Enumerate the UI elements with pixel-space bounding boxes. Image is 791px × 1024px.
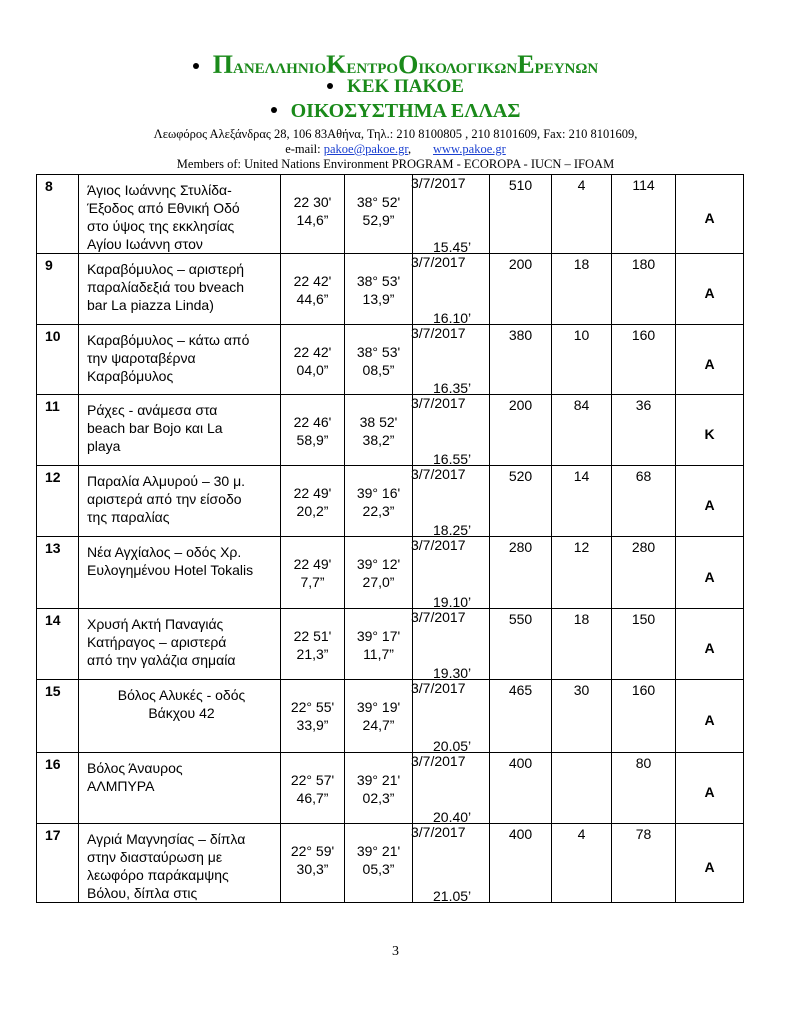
longitude-part: 21,3” [296,646,329,662]
datetime-cell [413,609,490,680]
sample-time: 16.35’ [433,380,472,396]
website-link[interactable]: www.pakoe.gr [433,142,506,156]
longitude-part: 22° 57' [290,772,335,788]
latitude-part: 11,7” [363,646,394,662]
value-cell [490,824,552,903]
value-2: 10 [573,327,590,343]
longitude-part: 58,9” [296,432,329,448]
value-1: 465 [508,682,533,698]
location-line: Ευλογημένου Hotel Tokalis [87,562,254,578]
value-1: 200 [508,256,533,272]
sample-date: 3/7/2017 [411,753,466,769]
location-cell [79,680,281,753]
value-cell [612,395,676,466]
value-cell [552,609,612,680]
value-cell [612,609,676,680]
sample-date: 3/7/2017 [411,395,466,411]
station-number: 15 [45,683,61,699]
value-1: 510 [508,177,533,193]
longitude-cell [281,753,345,824]
location-line: λεωφόρο παράκαμψης [87,867,229,883]
longitude-part: 22 49' [293,485,332,501]
sample-date: 3/7/2017 [411,175,466,191]
latitude-part: 13,9” [362,291,395,307]
datetime-cell [413,254,490,325]
location-line: playa [87,438,121,454]
longitude-part: 22° 55' [290,699,335,715]
location-line: αριστερά από την είσοδο [87,491,242,507]
location-line: Βόλος Αλυκές - οδός [117,687,246,703]
value-cell [552,753,612,824]
location-line: Άγιος Ιωάννης Στυλίδα- [87,182,232,198]
value-cell [490,175,552,254]
location-line: Καραβόμυλος [87,368,174,384]
quality-grade: Α [704,859,715,875]
location-line: Παραλία Αλμυρού – 30 μ. [87,473,246,489]
station-number-cell [37,537,79,609]
value-cell [552,466,612,537]
latitude-part: 22,3” [362,503,395,519]
value-cell [612,537,676,609]
location-line: Βόλου, δίπλα στις [87,885,198,901]
location-line: Καραβόμυλος – αριστερή [87,261,245,277]
location-line: παραλίαδεξιά του bveach [87,279,245,295]
table-row [37,254,744,325]
value-3: 114 [632,177,655,193]
longitude-part: 20,2” [296,503,329,519]
value-3: 36 [635,397,652,413]
value-2: 18 [573,611,590,627]
latitude-cell [345,395,413,466]
latitude-cell [345,824,413,903]
latitude-part: 38 52' [359,414,398,430]
email-link[interactable]: pakoe@pakoe.gr [323,142,408,156]
longitude-part: 14,6” [296,212,329,228]
longitude-cell [281,175,345,254]
longitude-part: 22 30' [293,194,332,210]
value-cell [490,680,552,753]
sample-date: 3/7/2017 [411,537,466,553]
table-row [37,175,744,254]
longitude-part: 22° 59' [290,843,335,859]
location-cell [79,175,281,254]
value-3: 160 [631,682,656,698]
latitude-part: 39° 19' [356,699,401,715]
value-cell [490,325,552,395]
value-cell [490,395,552,466]
latitude-cell [345,680,413,753]
address-line: Λεωφόρος Αλεξάνδρας 28, 106 83Αθήνα, Τηλ.: 210 8100805 , 210 8101609, Fax: 210 8101609, [153,127,638,141]
location-line: bar La piazza Linda) [87,297,214,313]
latitude-part: 52,9” [362,212,395,228]
longitude-part: 30,3” [296,861,329,877]
location-line: Βόλος Άναυρος [87,760,183,776]
station-number-cell [37,466,79,537]
title-word: ΙΚΟΛΟΓΙΚΩΝ [418,61,518,77]
value-cell [552,680,612,753]
station-number: 13 [45,540,61,556]
grade-cell [676,395,744,466]
latitude-part: 39° 17' [356,628,401,644]
location-cell [79,325,281,395]
value-cell [612,175,676,254]
grade-cell [676,537,744,609]
datetime-cell [413,325,490,395]
longitude-cell [281,254,345,325]
longitude-cell [281,325,345,395]
sample-date: 3/7/2017 [411,680,466,696]
station-number: 8 [45,178,53,194]
longitude-part: 22 49' [293,556,332,572]
location-line: Ράχες - ανάμεσα στα [87,402,218,418]
value-cell [552,537,612,609]
value-cell [552,175,612,254]
datetime-cell [413,466,490,537]
value-cell [490,254,552,325]
table-row [37,609,744,680]
station-number-cell [37,609,79,680]
longitude-part: 04,0” [296,362,329,378]
latitude-cell [345,753,413,824]
location-cell [79,609,281,680]
datetime-cell [413,824,490,903]
location-line: Αγριά Μαγνησίας – δίπλα [87,831,246,847]
sample-date: 3/7/2017 [411,824,466,840]
title-initial: Π [212,50,233,79]
latitude-cell [345,254,413,325]
organization-subtitle: ΚΕΚ ΠΑΚΟΕ [0,76,791,98]
grade-cell [676,325,744,395]
value-cell [552,824,612,903]
location-cell [79,537,281,609]
quality-grade: Α [704,568,715,585]
grade-cell [676,753,744,824]
value-cell [490,609,552,680]
value-2: 84 [573,397,590,413]
grade-cell [676,609,744,680]
sample-date: 3/7/2017 [411,609,466,625]
location-line: την ψαροταβέρνα [87,350,196,366]
latitude-part: 38° 53' [356,344,401,360]
location-cell [79,254,281,325]
latitude-part: 39° 12' [356,556,401,572]
value-2: 14 [573,468,590,484]
sample-time: 21.05’ [433,888,472,904]
latitude-cell [345,175,413,254]
sample-time: 20.05’ [433,738,472,754]
station-number: 17 [45,827,61,843]
latitude-part: 38° 52' [356,194,401,210]
grade-cell [676,175,744,254]
sample-time: 19.30’ [433,665,472,681]
datetime-cell [413,175,490,254]
title-word: ΡΕΥΝΩΝ [534,61,599,77]
longitude-cell [281,680,345,753]
sample-time: 20.40’ [433,809,472,825]
station-number-cell [37,325,79,395]
longitude-part: 22 42' [293,344,332,360]
latitude-part: 38° 53' [356,273,401,289]
value-cell [612,753,676,824]
table-row [37,753,744,824]
table-row [37,537,744,609]
value-1: 200 [508,397,533,413]
latitude-cell [345,325,413,395]
bullet-icon [193,63,199,69]
value-3: 280 [631,539,656,555]
value-3: 150 [631,611,656,627]
datetime-cell [413,753,490,824]
location-line: Κατήραγος – αριστερά [87,634,227,650]
value-3: 78 [635,826,652,842]
value-cell [552,325,612,395]
grade-cell [676,824,744,903]
value-1: 550 [508,611,533,627]
sample-date: 3/7/2017 [411,254,466,270]
quality-grade: Α [704,784,715,800]
value-1: 280 [508,539,533,555]
longitude-part: 33,9” [296,717,329,733]
sample-date: 3/7/2017 [411,466,466,482]
datetime-cell [413,680,490,753]
sample-time: 19.10’ [433,594,472,610]
value-2: 30 [573,682,590,698]
sample-time: 16.55’ [433,451,472,467]
longitude-part: 22 42' [293,273,332,289]
value-3: 80 [635,755,652,771]
latitude-part: 05,3” [362,861,395,877]
value-cell [612,254,676,325]
station-number-cell [37,395,79,466]
latitude-cell [345,609,413,680]
location-line: από την γαλάζια σημαία [87,652,236,668]
longitude-part: 46,7” [296,790,329,806]
value-cell [552,254,612,325]
grade-cell [676,254,744,325]
station-number: 11 [45,398,60,414]
station-number-cell [37,175,79,254]
location-cell [79,824,281,903]
location-line: Βάκχου 42 [148,705,215,721]
longitude-part: 22 46' [293,414,332,430]
value-3: 160 [631,327,656,343]
contact-line: e-mail: pakoe@pakoe.gr, www.pakoe.gr [285,142,506,156]
value-2: 4 [577,826,586,842]
latitude-part: 39° 16' [356,485,401,501]
quality-grade: Α [704,712,715,728]
station-number-cell [37,824,79,903]
value-cell [612,824,676,903]
station-number-cell [37,254,79,325]
value-3: 68 [635,468,652,484]
grade-cell [676,466,744,537]
title-initial: Κ [326,50,347,79]
table-row [37,466,744,537]
title-word: ΕΝΤΡΟ [346,61,399,77]
latitude-cell [345,466,413,537]
bullet-icon [271,107,277,113]
longitude-cell [281,466,345,537]
latitude-part: 38,2” [362,432,395,448]
latitude-cell [345,537,413,609]
sample-time: 15.45’ [433,239,472,255]
value-1: 520 [508,468,533,484]
quality-grade: Α [704,285,715,301]
value-cell [552,395,612,466]
latitude-part: 39° 21' [356,843,401,859]
location-line: ΑΛΜΠΥΡΑ [87,778,155,794]
value-cell [612,466,676,537]
value-1: 380 [508,327,533,343]
location-line: στην διασταύρωση με [87,849,223,865]
location-cell [79,395,281,466]
table-row [37,680,744,753]
longitude-cell [281,824,345,903]
station-number: 12 [45,469,61,485]
longitude-cell [281,537,345,609]
latitude-part: 39° 21' [356,772,401,788]
sample-time: 18.25’ [433,522,472,538]
organization-program: ΟΙΚΟΣΥΣΤΗΜΑ ΕΛΛΑΣ [0,100,791,123]
value-1: 400 [508,755,533,771]
quality-grade: Α [704,497,715,513]
location-cell [79,753,281,824]
longitude-part: 7,7” [300,574,325,590]
sample-date: 3/7/2017 [411,325,466,341]
datetime-cell [413,537,490,609]
station-number-cell [37,753,79,824]
longitude-cell [281,609,345,680]
location-line: στο ύψος της εκκλησίας [87,218,235,234]
station-number: 16 [45,756,61,772]
value-2: 12 [573,539,590,555]
quality-grade: Κ [704,426,715,442]
value-1: 400 [508,826,533,842]
station-number-cell [37,680,79,753]
location-cell [79,466,281,537]
location-line: Χρυσή Ακτή Παναγιάς [87,616,224,632]
value-2: 18 [573,256,590,272]
title-initial: Ε [517,50,535,79]
station-number: 9 [45,257,53,273]
longitude-part: 44,6” [296,291,329,307]
grade-cell [676,680,744,753]
latitude-part: 02,3” [362,790,395,806]
sample-time: 16.10’ [433,310,472,326]
datetime-cell [413,395,490,466]
title-initial: Ο [398,50,419,79]
station-number: 14 [45,612,61,628]
value-cell [612,325,676,395]
table-row [37,395,744,466]
longitude-part: 22 51' [293,628,332,644]
quality-grade: Α [704,640,715,656]
location-line: beach bar Bojo και La [87,420,223,436]
location-line: Έξοδος από Εθνική Οδό [87,200,240,216]
location-line: Καραβόμυλος – κάτω από [87,332,250,348]
value-cell [490,537,552,609]
table-row [37,325,744,395]
location-line: Αγίου Ιωάννη στον [87,236,203,252]
latitude-part: 27,0” [362,574,395,590]
page-number: 3 [392,944,399,959]
bullet-icon [327,83,333,89]
members-line: Members of: United Nations Environment PROGRAM - ECOROPA - IUCN – IFOAM [176,157,615,171]
location-line: της παραλίας [87,509,170,525]
value-cell [490,466,552,537]
latitude-part: 08,5” [362,362,395,378]
table-row [37,824,744,903]
value-3: 180 [631,256,656,272]
station-number: 10 [45,328,61,344]
latitude-part: 24,7” [362,717,395,733]
quality-grade: Α [704,355,715,372]
sampling-table [36,174,744,903]
location-line: Νέα Αγχίαλος – οδός Χρ. [87,544,242,560]
value-cell [490,753,552,824]
quality-grade: Α [704,210,715,226]
longitude-cell [281,395,345,466]
value-2: 4 [577,177,586,193]
title-word: ΑΝΕΛΛΗΝΙΟ [232,61,327,77]
value-cell [612,680,676,753]
